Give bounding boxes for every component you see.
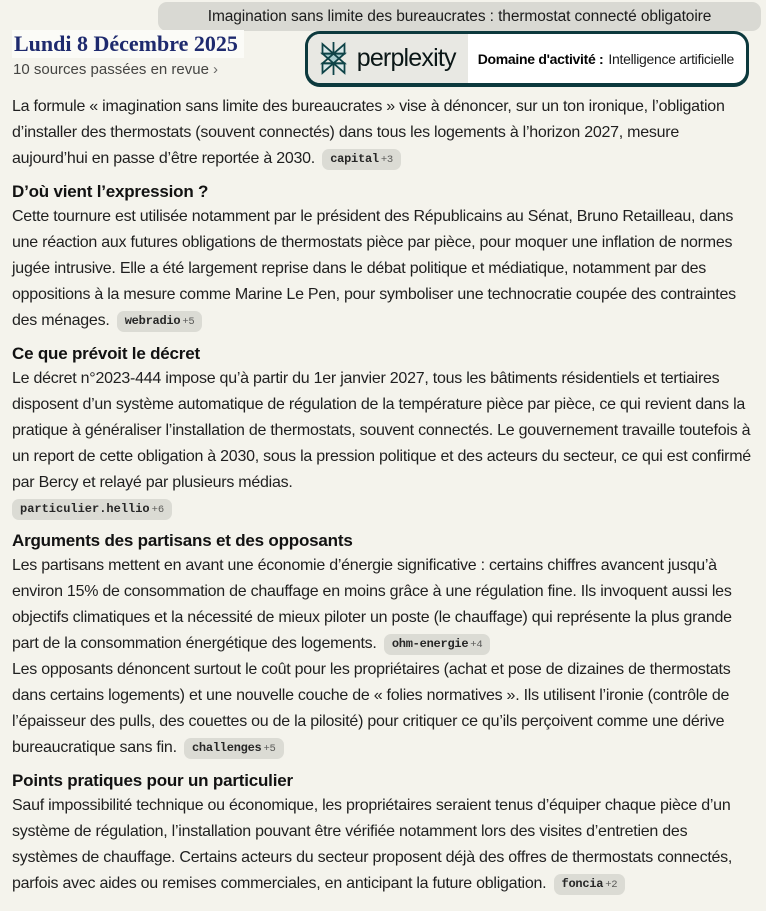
source-badge-name: webradio (124, 314, 181, 328)
paragraph-text: Les opposants dénoncent surtout le coût pour les propriétaires (achat et pose de dizaines de thermostats dans certains logements) et une nouvelle couche de « folies normatives ». Ils utilisent l’ironie (contrôle de l’épaisseur des pulls, des couettes ou de la pilosité) pour critiquer ce qu’ils perçoivent comme une dérive bureaucratique sans fin. (12, 661, 731, 756)
paragraph-text: Le décret n°2023-444 impose qu’à partir du 1er janvier 2027, tous les bâtiments résidentiels et tertiaires disposent d’un système automatique de régulation de la température pièce par pièce, ce qui revient dans la pratique à généraliser l’installation de thermostats, souvent connectés. Le gouvernement travaille toutefois à un report de cette obligation à 2030, sous la pression politique et des acteurs du secteur, ce qui est confirmé par Bercy et relayé par plusieurs médias. (12, 370, 751, 491)
article-section-origine (12, 181, 757, 334)
perplexity-wordmark: perplexity (356, 44, 456, 72)
paragraph (12, 366, 757, 496)
article-title: Imagination sans limite des bureaucrates : thermostat connecté obligatoire (207, 7, 712, 25)
article-section-points-pratiques (12, 770, 757, 897)
perplexity-brand-box (305, 31, 749, 86)
source-badge[interactable] (117, 311, 203, 332)
article-section-arguments (12, 530, 757, 761)
source-badge[interactable] (384, 634, 491, 655)
source-badge[interactable] (184, 738, 284, 759)
paragraph-text: Sauf impossibilité technique ou économique, les propriétaires seraient tenus d’équiper chaque pièce d’un système de régulation, l’installation pouvant être vérifiée notamment lors des visites d’entretien des systèmes de chauffage. Certains acteurs du secteur proposent déjà des offres de thermostats connectés, parfois avec aides ou remises commerciales, en anticipant la future obligation. (12, 797, 733, 892)
paragraph (12, 793, 757, 897)
source-badge-name: particulier.hellio (20, 502, 150, 516)
source-badge-name: challenges (191, 741, 262, 755)
paragraph (12, 94, 757, 172)
paragraph (12, 204, 757, 334)
source-badge-name: ohm-energie (391, 637, 469, 651)
paragraph-text: Cette tournure est utilisée notamment par le président des Républicains au Sénat, Bruno Retailleau, dans une réaction aux futures obligations de thermostats pièce par pièce, pour moquer une inflation de normes jugée intrusive. Elle a été largement reprise dans le débat politique et médiatique, notamment par des oppositions à la mesure comme Marine Le Pen, pour symboliser une technocratie coupée des contraintes des ménages. (12, 208, 736, 329)
paragraph-text: La formule « imagination sans limite des bureaucrates » vise à dénoncer, sur un ton ironique, l’obligation d’installer des thermostats (souvent connectés) dans tous les logements à l’horizon 2027, mesure aujourd’hui en passe d’être reportée à 2030. (12, 98, 725, 167)
article-section-intro (12, 94, 757, 172)
article-title-bar (158, 2, 761, 31)
source-badge-row (12, 500, 757, 521)
source-badge-count: +4 (470, 639, 483, 651)
source-badge-count: +3 (380, 154, 393, 166)
source-badge[interactable] (12, 499, 172, 520)
domain-label: Domaine d'activité : (477, 50, 604, 67)
source-badge-name: capital (330, 152, 379, 166)
source-badge[interactable] (554, 874, 626, 895)
source-badge-count: +2 (605, 879, 618, 891)
domain-value: Intelligence artificielle (608, 50, 734, 67)
paragraph (12, 553, 757, 657)
sources-reviewed-label: 10 sources passées en revue (13, 61, 209, 78)
perplexity-asterisk-icon (317, 40, 350, 77)
article-body (12, 94, 757, 897)
section-heading: D’où vient l’expression ? (12, 182, 209, 201)
section-heading: Arguments des partisans et des opposants (12, 531, 353, 550)
article-section-decret (12, 343, 757, 521)
page-date: Lundi 8 Décembre 2025 (12, 30, 244, 58)
paragraph (12, 657, 757, 761)
perplexity-logo (308, 34, 468, 83)
domain-of-activity (468, 34, 746, 83)
source-badge-count: +6 (151, 504, 165, 516)
source-badge[interactable] (322, 149, 401, 170)
paragraph-text: Les partisans mettent en avant une économie d’énergie significative : certains chiffres avancent jusqu’à environ 15% de consommation de chauffage en moins grâce à une régulation fine. Ils invoquent aussi les objectifs climatiques et la nécessité de mieux piloter un poste (le chauffage) qui représente la plus grande part de la consommation énergétique des logements. (12, 557, 732, 652)
source-badge-count: +5 (263, 743, 276, 755)
sources-reviewed-link[interactable] (13, 61, 218, 78)
section-heading: Ce que prévoit le décret (12, 344, 200, 363)
chevron-right-icon: › (212, 61, 218, 78)
source-badge-name: foncia (561, 877, 604, 891)
source-badge-count: +5 (182, 316, 195, 328)
section-heading: Points pratiques pour un particulier (12, 771, 293, 790)
